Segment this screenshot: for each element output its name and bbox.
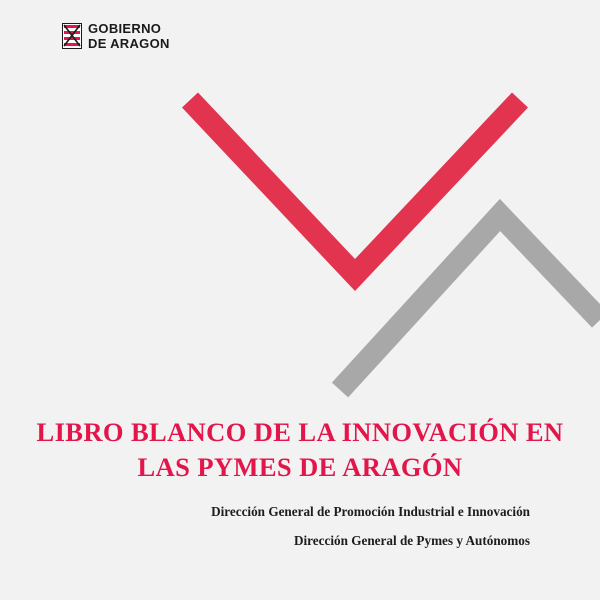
title-line-1: LIBRO BLANCO DE LA INNOVACIÓN EN — [36, 417, 564, 447]
logo-wordmark — [88, 22, 170, 50]
subtitle-line-2: Dirección General de Pymes y Autónomos — [293, 533, 530, 549]
title-line-2: LAS PYMES DE ARAGÓN — [137, 451, 463, 482]
subtitle-line-1: Dirección General de Promoción Industrial e Innovación — [211, 504, 530, 519]
gobierno-de-aragon-logo — [62, 22, 170, 50]
document-subtitle — [211, 505, 530, 547]
page-title — [0, 415, 600, 485]
chevron-zigzag-graphic — [0, 60, 600, 400]
logo-line-2: DE ARAGON — [88, 36, 170, 51]
logo-line-1: GOBIERNO — [88, 21, 162, 36]
aragon-coat-of-arms-icon — [62, 23, 82, 49]
